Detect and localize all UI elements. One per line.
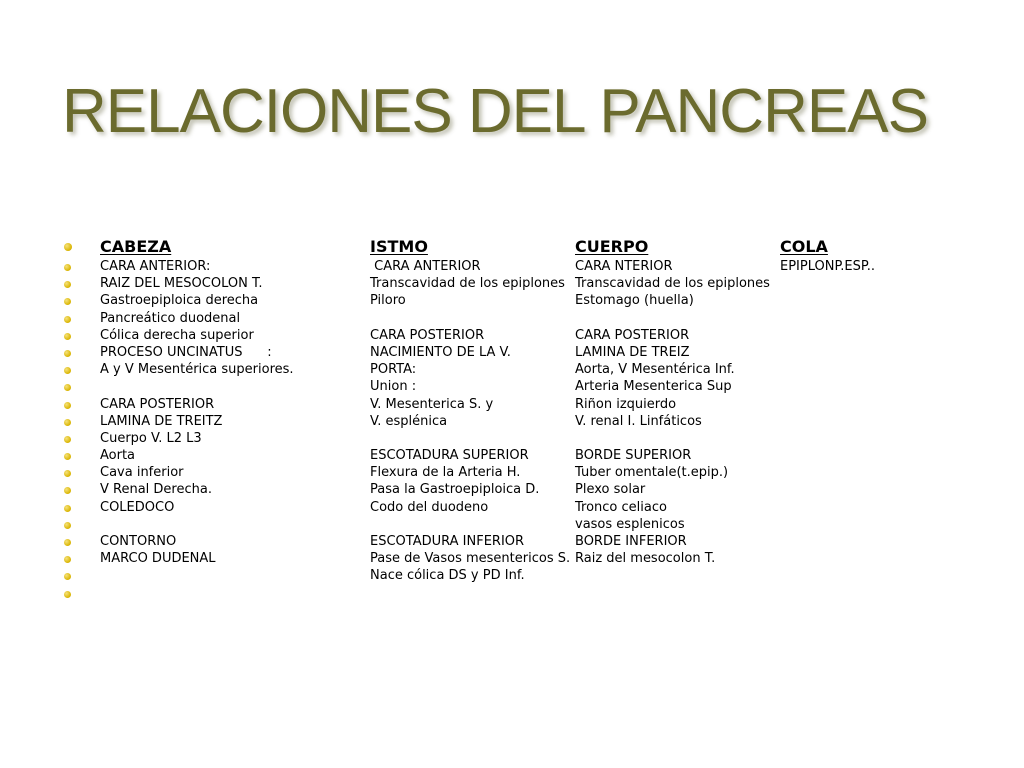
cabeza-cell: Pancreático duodenal	[100, 310, 241, 326]
istmo-cell: V. esplénica	[370, 413, 448, 429]
cabeza-cell: CARA POSTERIOR	[100, 396, 215, 412]
bullet-icon	[64, 281, 71, 288]
cabeza-cell: Aorta	[100, 448, 136, 464]
cabeza-cell: PROCESO UNCINATUS :	[100, 344, 272, 360]
cabeza-cell: COLEDOCO	[100, 499, 175, 515]
slide-title: RELACIONES DEL PANCREAS	[62, 77, 928, 146]
cuerpo-cell: Riñon izquierdo	[575, 396, 677, 412]
istmo-cell: Pasa la Gastroepiploica D.	[370, 482, 540, 498]
bullet-icon	[64, 436, 71, 443]
list-item	[0, 327, 1024, 344]
istmo-cell: NACIMIENTO DE LA V.	[370, 344, 511, 360]
cuerpo-cell: vasos esplenicos	[575, 516, 685, 532]
list-item	[0, 344, 1024, 361]
cuerpo-cell: V. renal I. Linfáticos	[575, 413, 702, 429]
bullet-icon	[64, 522, 71, 529]
column-header-cuerpo: CUERPO	[575, 237, 649, 256]
list-item	[0, 567, 1024, 584]
list-item	[0, 430, 1024, 447]
istmo-cell: Transcavidad de los epiplones	[370, 276, 565, 292]
cola-cell: EPIPLONP.ESP..	[780, 259, 875, 274]
list-item	[0, 585, 1024, 602]
list-item	[0, 275, 1024, 292]
bullet-icon	[64, 470, 71, 477]
cabeza-cell: RAIZ DEL MESOCOLON T.	[100, 276, 263, 292]
istmo-cell: PORTA:	[370, 362, 417, 378]
column-header-cabeza: CABEZA	[100, 237, 172, 256]
list-item	[0, 236, 1024, 258]
istmo-cell: ESCOTADURA SUPERIOR	[370, 448, 529, 464]
list-item	[0, 292, 1024, 309]
bullet-icon	[64, 367, 71, 374]
cabeza-cell: A y V Mesentérica superiores.	[100, 362, 294, 378]
bullet-icon	[64, 419, 71, 426]
column-header-cola: COLA	[780, 237, 828, 256]
istmo-cell: ESCOTADURA INFERIOR	[370, 534, 525, 549]
cuerpo-cell: BORDE INFERIOR	[575, 534, 687, 549]
bullet-icon	[64, 243, 72, 251]
bullet-icon	[64, 298, 71, 305]
bullet-icon	[64, 350, 71, 357]
bullet-icon	[64, 539, 71, 546]
bullet-icon	[64, 316, 71, 323]
cuerpo-cell: Transcavidad de los epiplones	[575, 276, 770, 292]
list-item	[0, 550, 1024, 567]
bullet-icon	[64, 384, 71, 391]
istmo-cell: Flexura de la Arteria H.	[370, 465, 521, 481]
cabeza-cell: Cava inferior	[100, 465, 184, 481]
cabeza-cell: CONTORNO	[100, 534, 177, 549]
list-item	[0, 481, 1024, 498]
bullet-icon	[64, 402, 71, 409]
bullet-icon	[64, 505, 71, 512]
cuerpo-cell: Arteria Mesenterica Sup	[575, 379, 732, 395]
list-item	[0, 447, 1024, 464]
bullet-icon	[64, 573, 71, 580]
cuerpo-cell: CARA POSTERIOR	[575, 327, 690, 343]
cuerpo-cell: CARA NTERIOR	[575, 259, 673, 274]
istmo-cell: CARA ANTERIOR	[370, 259, 481, 274]
istmo-cell: Nace cólica DS y PD Inf.	[370, 568, 525, 584]
list-item	[0, 258, 1024, 275]
cabeza-cell: Gastroepiploica derecha	[100, 293, 259, 309]
column-header-istmo: ISTMO	[370, 237, 428, 256]
cabeza-cell: CARA ANTERIOR:	[100, 259, 211, 274]
bullet-icon	[64, 264, 71, 271]
bullet-list	[0, 236, 1024, 602]
bullet-icon	[64, 591, 71, 598]
cabeza-cell: LAMINA DE TREITZ	[100, 413, 223, 429]
list-item	[0, 396, 1024, 413]
list-item	[0, 310, 1024, 327]
cabeza-cell: Cólica derecha superior	[100, 327, 254, 343]
cuerpo-cell: Estomago (huella)	[575, 293, 694, 309]
cuerpo-cell: LAMINA DE TREIZ	[575, 344, 690, 360]
list-item	[0, 533, 1024, 550]
cabeza-cell: V Renal Derecha.	[100, 482, 212, 498]
bullet-icon	[64, 333, 71, 340]
list-item	[0, 361, 1024, 378]
cuerpo-cell: Raiz del mesocolon T.	[575, 551, 716, 567]
bullet-icon	[64, 556, 71, 563]
cabeza-cell: MARCO DUDENAL	[100, 551, 216, 567]
list-item	[0, 499, 1024, 516]
istmo-cell: Union :	[370, 379, 417, 395]
cuerpo-cell: Aorta, V Mesentérica Inf.	[575, 362, 735, 378]
bullet-icon	[64, 453, 71, 460]
cuerpo-cell: Tuber omentale(t.epip.)	[575, 465, 729, 481]
istmo-cell: Pase de Vasos mesentericos S.	[370, 551, 571, 567]
cabeza-cell: Cuerpo V. L2 L3	[100, 430, 202, 446]
list-item	[0, 413, 1024, 430]
istmo-cell: V. Mesenterica S. y	[370, 396, 494, 412]
istmo-cell: Codo del duodeno	[370, 499, 489, 515]
list-item	[0, 378, 1024, 395]
cuerpo-cell: Plexo solar	[575, 482, 646, 498]
istmo-cell: CARA POSTERIOR	[370, 327, 485, 343]
cuerpo-cell: BORDE SUPERIOR	[575, 448, 692, 464]
list-item	[0, 516, 1024, 533]
bullet-icon	[64, 487, 71, 494]
istmo-cell: Piloro	[370, 293, 406, 309]
list-item	[0, 464, 1024, 481]
cuerpo-cell: Tronco celiaco	[575, 499, 667, 515]
